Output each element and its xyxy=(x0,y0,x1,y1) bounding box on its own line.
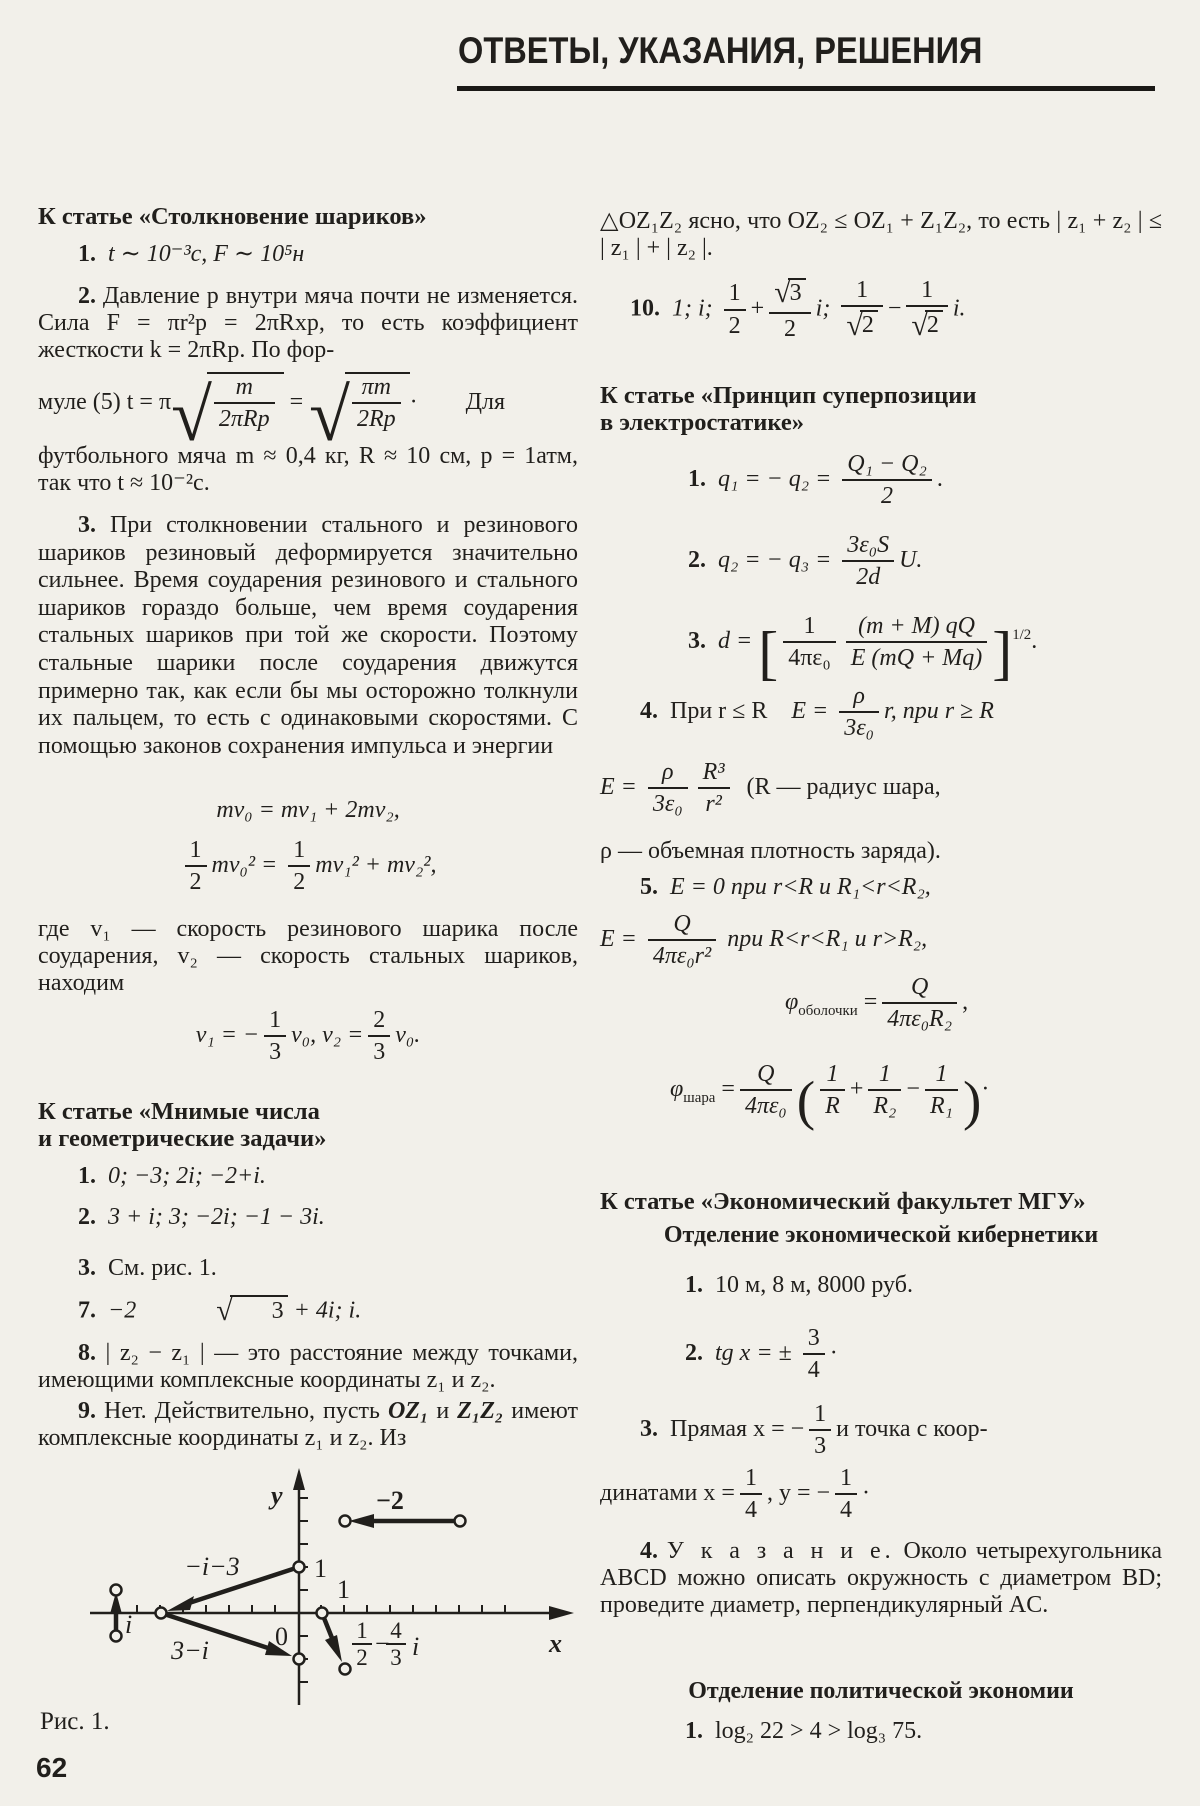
radical-icon: √ xyxy=(911,308,928,342)
origin-label: 0 xyxy=(275,1622,288,1651)
formula-line: динатами x = $\frac{1}{4}$ , y = − $\frac{1}{4}$ · xyxy=(600,1465,871,1524)
answer-paragraph: △OZ₁Z₂ ясно, что OZ₂ ≤ OZ₁ + Z₁Z₂, то есть | z₁ + z₂ | ≤ | z₁ | + | z₂ |. xyxy=(600,208,1162,262)
section-title-imaginary-1: К статье «Мнимые числа xyxy=(38,1098,320,1125)
arrowhead-icon xyxy=(349,1514,374,1528)
answer-item: 2. q₂ = − q₃ = $\frac{\text{3ε₀S}}{2d}$ U. xyxy=(688,532,923,591)
label-minus-sign: − xyxy=(375,1629,390,1658)
section-title-superposition-1: К статье «Принцип суперпозиции xyxy=(600,382,977,409)
answer-item: 1. 10 м, 8 м, 8000 руб. xyxy=(685,1272,913,1298)
section-title-collision: К статье «Столкновение шариков» xyxy=(38,203,427,230)
answer-item: 2. 3 + i; 3; −2i; −1 − 3i. xyxy=(78,1204,325,1230)
formula-velocities: v₁ = − $\frac{1}{3}$ v₀, v₂ = $\frac{2}{3}$ v₀. xyxy=(195,1007,421,1066)
section-title-msu: К статье «Экономический факультет МГУ» xyxy=(600,1188,1086,1215)
label-i-suffix: i xyxy=(412,1632,420,1661)
page-header-title: ОТВЕТЫ, УКАЗАНИЯ, РЕШЕНИЯ xyxy=(458,30,983,71)
subsection-title-political-economy: Отделение политической экономии xyxy=(688,1678,1074,1704)
y-axis-arrow-icon xyxy=(293,1468,305,1490)
formula-sphere-potential: $\varphi_{шара}$ = $\frac{Q}{\text{4πε₀}}$ ( $\frac{1}{R}$ + $\frac{1}{\text{R₂}}$ − $\frac{1}{\text{R₁}}$ )· xyxy=(670,1061,990,1132)
answer-item: 5. E = 0 при r<R и R₁<r<R₂, xyxy=(640,874,931,900)
tick-label-1x: 1 xyxy=(337,1575,350,1604)
formula-line: E = $\frac{Q}{\text{4πε₀r²}}$ при R<r<R₁ и r>R₂, xyxy=(600,911,928,970)
section-title-superposition-2: в электростатике» xyxy=(600,409,805,436)
y-axis-label: y xyxy=(271,1481,283,1510)
answer-paragraph: 9. Нет. Действительно, пусть OZ₁ и Z₁Z₂ имеют комплексные координаты z₁ и z₂. Из xyxy=(38,1398,579,1452)
radical-icon: √ xyxy=(171,375,212,458)
figure-labels xyxy=(125,1481,562,1670)
label-i: i xyxy=(125,1610,133,1639)
formula-note: ρ — объемная плотность заряда). xyxy=(600,838,941,864)
answer-item: 7. −2 √ 3 + 4i; i. xyxy=(78,1294,362,1327)
answer-item: 4. При r ≤ R E = $\frac{\rho}{\text{3ε₀}}$ r, при r ≥ R xyxy=(640,683,994,742)
answer-item: 2. tg x = ± $\frac{3}{4}$ · xyxy=(685,1325,838,1384)
arrowhead-icon xyxy=(167,1596,194,1611)
frac-half-den: 2 xyxy=(356,1645,368,1670)
formula-line-5: муле (5) t = π√ $\frac{m}{\text{2πRp}}$ = √ $\frac{\pi m}{2Rp}$ · Для xyxy=(38,374,506,458)
left-column xyxy=(38,0,578,1806)
answer-item: 1. log₂ 22 > 4 > log₃ 75. xyxy=(685,1718,923,1744)
figure-caption: Рис. 1. xyxy=(40,1708,110,1735)
answer-item: 3. Прямая x = − $\frac{1}{3}$ и точка с коор- xyxy=(640,1401,988,1460)
answer-item: 3. См. рис. 1. xyxy=(78,1255,217,1281)
x-axis-arrow-icon xyxy=(549,1606,574,1620)
frac-43-num: 4 xyxy=(390,1618,402,1643)
right-column xyxy=(600,0,1162,1806)
radical-icon: √ xyxy=(309,375,350,458)
subsection-title-cybernetics: Отделение экономической кибернетики xyxy=(663,1222,1099,1248)
answer-paragraph-3: 3. При столкновении стального и резинового шариков резиновый деформируется значительно сильнее. Время соударения резинового и стального шариков гораздо больше, чем время соударения стальных шариков при той же скорости. Поэтому стальные шарики после соударения движутся примерно так, как если бы мы осторожно толкнули их пальцем, то есть с одинаковыми скоростями. С помощью законов сохранения импульса и энергии xyxy=(38,512,579,759)
figure-complex-plane xyxy=(60,1462,580,1712)
formula-momentum: mv₀ = mv₁ + 2mv₂, xyxy=(216,797,400,823)
formula-shell-potential: $\varphi_{оболочки}$ = $\frac{Q}{\text{4πε₀R₂}}$ , xyxy=(785,974,969,1033)
answer-item: 3. d = [ $\frac{1}{\text{4πε₀}}$ $\frac{(m + M) qQ}{E (mQ + Mq)}$ ]$^{1/2}$. xyxy=(688,613,1038,687)
radical-icon: √ xyxy=(216,1294,233,1327)
label-minus2: −2 xyxy=(376,1486,404,1515)
frac-43-den: 3 xyxy=(390,1645,402,1670)
tick-label-1y: 1 xyxy=(314,1554,327,1583)
answer-item: 1. 0; −3; 2i; −2+i. xyxy=(78,1163,266,1189)
formula-energy: $\frac{1}{2}$ mv₀² = $\frac{1}{2}$ mv₁² + mv₂², xyxy=(38,838,578,895)
x-axis-label: x xyxy=(549,1629,562,1658)
answer-paragraph: 4. У к а з а н и е. Около четырехугольника ABCD можно описать окружность с диаметром BD; проведите диаметр, перпендикулярный AC. xyxy=(600,1538,1162,1619)
answer-paragraph: 2. Давление p внутри мяча почти не изменяется. Сила F = πr²p = 2πRxp, то есть коэффициент жесткости k = 2πRp. По фор- xyxy=(38,283,579,364)
answer-item: 1. t ∼ 10⁻³с, F ∼ 10⁵н xyxy=(78,241,305,267)
answer-paragraph: где v₁ — скорость резинового шарика после соударения, v₂ — скорость стальных шариков, находим xyxy=(38,916,578,997)
radical-icon: √ xyxy=(774,276,791,310)
radical-icon: √ xyxy=(846,308,863,342)
answer-paragraph: футбольного мяча m ≈ 0,4 кг, R ≈ 10 см, p = 1атм, так что t ≈ 10⁻²с. xyxy=(38,443,578,497)
answer-item-10: 10. 1; i; $\frac{1}{2}$ + $\frac{√3}{2}$ i; $\frac{1}{√2}$ − $\frac{1}{√2}$ i. xyxy=(630,276,966,342)
frac-half-num: 1 xyxy=(356,1618,368,1643)
axis-arrow-icons xyxy=(293,1468,574,1620)
page-number: 62 xyxy=(36,1752,68,1783)
axes xyxy=(90,1476,562,1705)
formula-line: E = $\frac{\rho}{\text{3ε₀}}$ $\frac{\text{R³}}{\text{r²}}$ (R — радиус шара, xyxy=(600,759,941,818)
label-minus-i-3: −i−3 xyxy=(184,1552,240,1581)
answer-paragraph: 8. | z₂ − z₁ | — это расстояние между точками, имеющими комплексные координаты z₁ и z₂. xyxy=(38,1340,578,1394)
answer-item: 1. q₁ = − q₂ = $\frac{\text{Q₁ − Q₂}}{2}$ . xyxy=(688,451,943,510)
section-title-imaginary-2: и геометрические задачи» xyxy=(38,1125,327,1152)
arrowhead-icon xyxy=(325,1635,342,1662)
label-3-minus-i: 3−i xyxy=(171,1636,209,1665)
